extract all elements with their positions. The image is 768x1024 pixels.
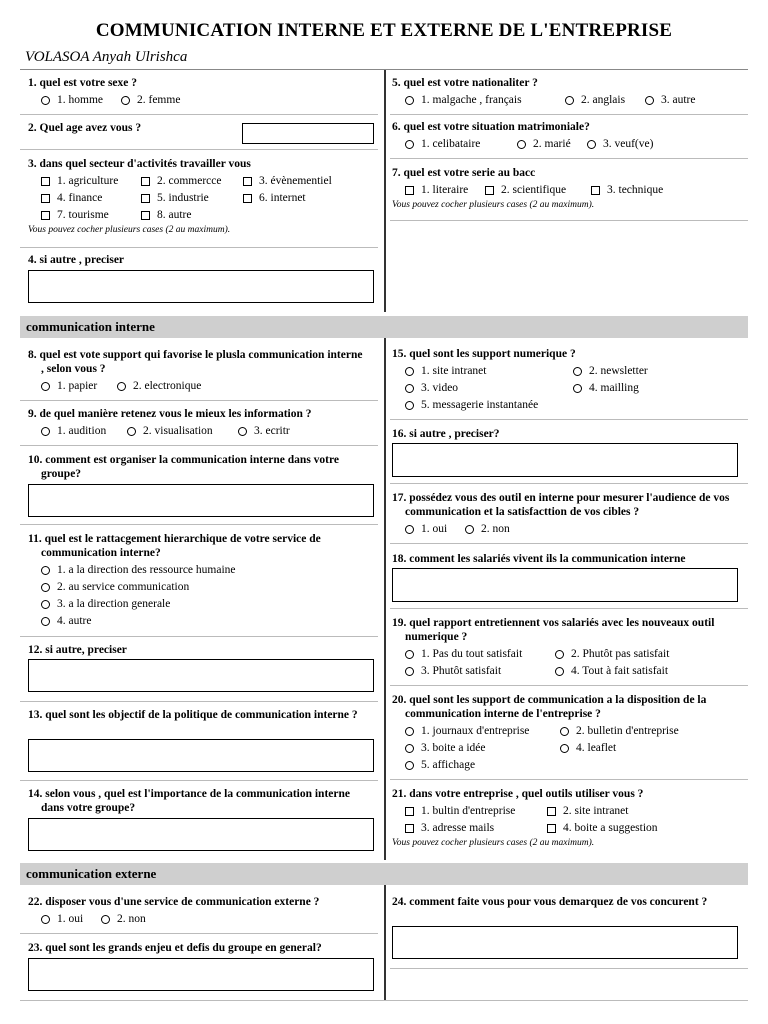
option-non[interactable] [101, 912, 146, 926]
option-label: 2. non [117, 913, 146, 925]
option-evenementiel[interactable] [243, 174, 332, 188]
radio-icon [238, 427, 247, 436]
challenges-input[interactable] [28, 958, 374, 991]
radio-icon [117, 382, 126, 391]
checkbox-icon [41, 194, 50, 203]
column-divider [384, 885, 386, 1000]
question-title: 17. possédez vous des outil en interne pour mesurer l'audience de vos communication et la satisfacttion de vos cibles ? [392, 492, 730, 518]
section-header-external: communication externe [20, 863, 748, 885]
employee-perception-input[interactable] [392, 568, 738, 602]
question-11 [28, 532, 368, 628]
option-non[interactable] [465, 522, 510, 536]
radio-icon [405, 744, 414, 753]
question-2 [28, 121, 238, 135]
radio-icon [405, 140, 414, 149]
option-label: 3. évènementiel [259, 175, 332, 187]
option-label: 3. ecritr [254, 425, 290, 437]
radio-icon [560, 727, 569, 736]
option-label: 2. visualisation [143, 425, 213, 437]
objectives-input[interactable] [28, 739, 374, 772]
note: Vous pouvez cocher plusieurs cases (2 au maximum). [392, 200, 595, 210]
option-video[interactable] [405, 381, 573, 395]
option-finance[interactable] [41, 191, 141, 205]
radio-icon [573, 367, 582, 376]
question-3 [28, 157, 378, 235]
option-label: 2. site intranet [563, 805, 629, 817]
option-label: 3. adresse mails [421, 822, 495, 834]
question-title: 21. dans votre entreprise , quel outils utiliser vous ? [392, 788, 644, 800]
question-14 [28, 787, 358, 815]
option-pas-du-tout-satisfait[interactable] [405, 647, 555, 661]
option-internet[interactable] [243, 191, 306, 205]
option-leaflet[interactable] [560, 741, 616, 755]
radio-icon [121, 96, 130, 105]
option-plutot-satisfait[interactable] [405, 664, 555, 678]
option-label: 1. oui [57, 913, 84, 925]
question-title: 13. quel sont les objectif de la politique de communication interne ? [28, 709, 358, 721]
differentiation-input[interactable] [392, 926, 738, 959]
option-label: 2. electronique [133, 380, 202, 392]
question-22 [28, 895, 378, 926]
option-label: 1. agriculture [57, 175, 119, 187]
other-sector-input[interactable] [28, 270, 374, 303]
option-plutot-pas-satisfait[interactable] [555, 647, 669, 661]
question-title: 12. si autre, preciser [28, 644, 127, 656]
option-ecrit[interactable] [238, 424, 290, 438]
other-hierarchy-input[interactable] [28, 659, 374, 692]
option-scientifique[interactable] [485, 183, 591, 197]
note: Vous pouvez cocher plusieurs cases (2 au maximum). [28, 225, 231, 235]
option-bultin[interactable] [405, 804, 547, 818]
radio-icon [41, 382, 50, 391]
option-technique[interactable] [591, 183, 663, 197]
divider [20, 780, 378, 781]
question-title: 14. selon vous , quel est l'importance de la communication interne dans votre groupe? [28, 788, 350, 814]
importance-input[interactable] [28, 818, 374, 851]
option-adresse-mails[interactable] [405, 821, 547, 835]
note: Vous pouvez cocher plusieurs cases (2 au maximum). [392, 838, 595, 848]
option-label: 4. finance [57, 192, 103, 204]
checkbox-icon [405, 824, 414, 833]
option-female[interactable] [121, 93, 180, 107]
option-tourisme[interactable] [41, 208, 141, 222]
divider [20, 149, 378, 150]
option-newsletter[interactable] [573, 364, 648, 378]
question-12 [28, 643, 378, 657]
option-label: 5. affichage [421, 759, 476, 771]
radio-icon [405, 525, 414, 534]
question-13 [28, 708, 358, 722]
option-autre[interactable] [645, 93, 695, 107]
option-label: 1. malgache , français [421, 94, 522, 106]
option-label: 2. scientifique [501, 184, 567, 196]
question-title: 16. si autre , preciser? [392, 428, 500, 440]
question-title: 19. quel rapport entretiennent vos salariés avec les nouveaux outil numerique ? [392, 617, 715, 643]
option-autre[interactable] [141, 208, 191, 222]
option-label: 5. industrie [157, 192, 209, 204]
option-oui[interactable] [41, 912, 101, 926]
radio-icon [405, 667, 414, 676]
divider [390, 779, 748, 780]
option-label: 3. autre [661, 94, 696, 106]
radio-icon [555, 650, 564, 659]
checkbox-icon [405, 807, 414, 816]
question-24 [392, 895, 744, 909]
question-title: 22. disposer vous d'une service de communication externe ? [28, 896, 320, 908]
option-label: 1. papier [57, 380, 98, 392]
question-title: 8. quel est vote support qui favorise le plusla communication interne , selon vous ? [28, 349, 363, 375]
option-boite-suggestion[interactable] [547, 821, 658, 835]
option-label: 8. autre [157, 209, 192, 221]
option-label: 2. femme [137, 94, 181, 106]
option-label: 4. mailling [589, 382, 639, 394]
radio-icon [405, 96, 414, 105]
option-label: 3. video [421, 382, 459, 394]
option-electronique[interactable] [117, 379, 201, 393]
checkbox-icon [485, 186, 494, 195]
option-male[interactable] [41, 93, 121, 107]
question-6 [392, 120, 748, 151]
question-8 [28, 348, 368, 393]
radio-icon [587, 140, 596, 149]
question-9 [28, 407, 378, 438]
column-divider [384, 338, 386, 860]
question-title: 20. quel sont les support de communication a la disposition de la communication interne de l'entreprise ? [392, 694, 707, 720]
divider [20, 445, 378, 446]
question-title: 7. quel est votre serie au bacc [392, 167, 536, 179]
radio-icon [405, 384, 414, 393]
radio-icon [405, 367, 414, 376]
radio-icon [645, 96, 654, 105]
option-label: 2. Phutôt pas satisfait [571, 648, 670, 660]
question-title: 24. comment faite vous pour vous demarquez de vos concurent ? [392, 896, 708, 908]
divider [20, 524, 378, 525]
option-celibataire[interactable] [405, 137, 517, 151]
option-label: 2. marié [533, 138, 571, 150]
checkbox-icon [243, 177, 252, 186]
option-service-communication[interactable] [41, 580, 189, 594]
radio-icon [555, 667, 564, 676]
option-label: 1. audition [57, 425, 107, 437]
option-label: 1. literaire [421, 184, 469, 196]
option-bulletin[interactable] [560, 724, 679, 738]
radio-icon [41, 600, 50, 609]
radio-icon [127, 427, 136, 436]
option-rh[interactable] [41, 563, 236, 577]
divider [390, 608, 748, 609]
radio-icon [41, 915, 50, 924]
question-title: 23. quel sont les grands enjeu et defis du groupe en general? [28, 942, 322, 954]
checkbox-icon [547, 807, 556, 816]
radio-icon [405, 727, 414, 736]
option-literaire[interactable] [405, 183, 485, 197]
option-label: 3. technique [607, 184, 664, 196]
option-label: 4. leaflet [576, 742, 617, 754]
option-messagerie[interactable] [405, 398, 538, 412]
option-label: 1. bultin d'entreprise [421, 805, 516, 817]
question-5 [392, 76, 748, 107]
checkbox-icon [141, 194, 150, 203]
option-anglais[interactable] [565, 93, 645, 107]
radio-icon [565, 96, 574, 105]
question-18 [392, 552, 748, 566]
option-label: 1. homme [57, 94, 103, 106]
document-title: COMMUNICATION INTERNE ET EXTERNE DE L'ENTREPRISE [95, 20, 673, 41]
option-label: 4. boite a suggestion [563, 822, 658, 834]
option-papier[interactable] [41, 379, 117, 393]
question-10 [28, 453, 358, 481]
option-label: 6. internet [259, 192, 306, 204]
question-title: 11. quel est le rattacgement hierarchique de votre service de communication interne? [28, 533, 321, 559]
question-title: 9. de quel manière retenez vous le mieux les information ? [28, 408, 312, 420]
option-label: 2. bulletin d'entreprise [576, 725, 679, 737]
option-label: 1. Pas du tout satisfait [421, 648, 523, 660]
divider [20, 114, 378, 115]
question-title: 4. si autre , preciser [28, 254, 125, 266]
radio-icon [405, 761, 414, 770]
question-title: 15. quel sont les support numerique ? [392, 348, 576, 360]
option-audition[interactable] [41, 424, 127, 438]
option-label: 3. boite a idée [421, 742, 486, 754]
checkbox-icon [141, 211, 150, 220]
option-label: 4. autre [57, 615, 92, 627]
option-boite-idee[interactable] [405, 741, 560, 755]
option-label: 2. newsletter [589, 365, 648, 377]
checkbox-icon [591, 186, 600, 195]
section-header-internal: communication interne [20, 316, 748, 338]
question-16 [392, 427, 748, 441]
checkbox-icon [141, 177, 150, 186]
organisation-input[interactable] [28, 484, 374, 517]
radio-icon [573, 384, 582, 393]
divider [390, 968, 748, 969]
question-17 [392, 491, 744, 536]
option-marie[interactable] [517, 137, 587, 151]
option-label: 3. a la direction generale [57, 598, 171, 610]
question-title: 1. quel est votre sexe ? [28, 77, 138, 89]
question-15 [392, 347, 748, 412]
option-industrie[interactable] [141, 191, 243, 205]
radio-icon [465, 525, 474, 534]
question-title: 2. Quel age avez vous ? [28, 122, 142, 134]
checkbox-icon [405, 186, 414, 195]
radio-icon [41, 427, 50, 436]
option-label: 1. celibataire [421, 138, 481, 150]
divider [390, 543, 748, 544]
divider [20, 701, 378, 702]
option-tout-a-fait-satisfait[interactable] [555, 664, 668, 678]
question-7 [392, 166, 748, 210]
option-journaux[interactable] [405, 724, 560, 738]
option-mailling[interactable] [573, 381, 639, 395]
question-title: 5. quel est votre nationaliter ? [392, 77, 538, 89]
other-numeric-input[interactable] [392, 443, 738, 477]
question-23 [28, 941, 378, 955]
option-label: 2. non [481, 523, 510, 535]
divider [20, 933, 378, 934]
question-19 [392, 616, 742, 678]
divider [390, 483, 748, 484]
option-label: 1. a la direction des ressource humaine [57, 564, 236, 576]
question-20 [392, 693, 744, 772]
column-divider [384, 70, 386, 312]
question-21 [392, 787, 748, 848]
option-label: 5. messagerie instantanée [421, 399, 539, 411]
author-name: VOLASOA Anyah Ulrishca [25, 49, 188, 65]
divider [390, 220, 748, 221]
option-label: 1. oui [421, 523, 448, 535]
question-4 [28, 253, 378, 267]
option-label: 1. site intranet [421, 365, 487, 377]
option-label: 2. au service communication [57, 581, 190, 593]
radio-icon [405, 650, 414, 659]
option-label: 4. Tout à fait satisfait [571, 665, 669, 677]
divider [390, 158, 748, 159]
option-label: 7. tourisme [57, 209, 109, 221]
divider [390, 419, 748, 420]
checkbox-icon [243, 194, 252, 203]
option-malgache[interactable] [405, 93, 565, 107]
question-title: 18. comment les salariés vivent ils la communication interne [392, 553, 686, 565]
option-oui[interactable] [405, 522, 465, 536]
option-autre[interactable] [41, 614, 91, 628]
radio-icon [41, 566, 50, 575]
radio-icon [101, 915, 110, 924]
radio-icon [41, 96, 50, 105]
option-site-intranet[interactable] [405, 364, 573, 378]
checkbox-icon [41, 177, 50, 186]
option-label: 3. Phutôt satisfait [421, 665, 502, 677]
option-commerce[interactable] [141, 174, 243, 188]
option-label: 3. veuf(ve) [603, 138, 654, 150]
question-1 [28, 76, 378, 107]
divider [20, 400, 378, 401]
question-title: 3. dans quel secteur d'activités travailler vous [28, 158, 251, 170]
radio-icon [560, 744, 569, 753]
option-label: 1. journaux d'entreprise [421, 725, 530, 737]
option-veuf[interactable] [587, 137, 653, 151]
radio-icon [41, 617, 50, 626]
checkbox-icon [41, 211, 50, 220]
option-label: 2. commercce [157, 175, 222, 187]
option-visualisation[interactable] [127, 424, 238, 438]
age-input[interactable] [242, 123, 374, 144]
divider [390, 685, 748, 686]
checkbox-icon [547, 824, 556, 833]
radio-icon [405, 401, 414, 410]
question-title: 10. comment est organiser la communication interne dans votre groupe? [28, 454, 339, 480]
option-site-intranet[interactable] [547, 804, 628, 818]
divider [20, 1000, 748, 1001]
option-label: 2. anglais [581, 94, 626, 106]
divider [390, 114, 748, 115]
radio-icon [517, 140, 526, 149]
option-agriculture[interactable] [41, 174, 141, 188]
divider [20, 636, 378, 637]
option-affichage[interactable] [405, 758, 475, 772]
option-direction-generale[interactable] [41, 597, 170, 611]
divider [20, 247, 378, 248]
question-title: 6. quel est votre situation matrimoniale? [392, 121, 590, 133]
radio-icon [41, 583, 50, 592]
